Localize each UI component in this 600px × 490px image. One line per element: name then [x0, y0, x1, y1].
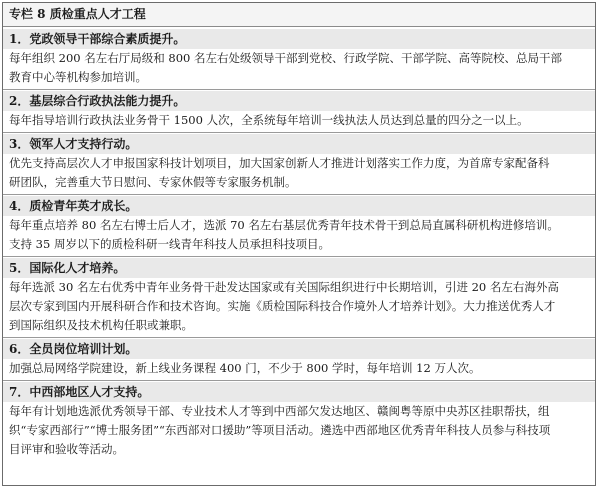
section-7-line-1: 每年有计划地选派优秀领导干部、专业技术人才等到中西部欠发达地区、赣闽粤等原中央苏区挂职帮扶，组 [3, 402, 595, 421]
section-5-line-3: 到国际组织及技术机构任职或兼职。 [3, 316, 595, 335]
section-5-line-1: 每年选派 30 名左右优秀中青年业务骨干赴发达国家或有关国际组织进行中长期培训，引进 20 名左右海外高 [3, 278, 595, 297]
section-7-line-3: 目评审和验收等活动。 [3, 440, 595, 459]
section-2-line-1: 每年指导培训行政执法业务骨干 1500 人次，全系统每年培训一线执法人员达到总量的四分之一以上。 [3, 111, 595, 130]
section-4-line-1: 每年重点培养 80 名左右博士后人才，选派 70 名左右基层优秀青年技术骨干到总局直属科研机构进修培训。 [3, 216, 595, 235]
section-1-line-1: 每年组织 200 名左右厅局级和 800 名左右处级领导干部到党校、行政学院、干部学院、高等院校、总局干部 [3, 49, 595, 68]
section-7-line-2: 织“专家西部行”“博士服务团”“东西部对口援助”等项目活动。遴选中西部地区优秀青年科技人员参与科技项 [3, 421, 595, 440]
section-7-heading: 7．中西部地区人才支持。 [3, 382, 595, 402]
divider [3, 256, 595, 257]
section-5-line-2: 层次专家到国内开展科研合作和技术咨询。实施《质检国际科技合作境外人才培养计划》。大力推送优秀人才 [3, 297, 595, 316]
divider [3, 89, 595, 90]
section-2-heading: 2．基层综合行政执法能力提升。 [3, 91, 595, 111]
section-4-heading: 4．质检青年英才成长。 [3, 196, 595, 216]
section-4-line-2: 支持 35 周岁以下的质检科研一线青年科技人员承担科技项目。 [3, 235, 595, 254]
section-6-line-1: 加强总局网络学院建设，新上线业务课程 400 门，不少于 800 学时，每年培训 12 万人次。 [3, 359, 595, 378]
divider [3, 337, 595, 338]
section-3-line-1: 优先支持高层次人才申报国家科技计划项目，加大国家创新人才推进计划落实工作力度，为首席专家配备科 [3, 154, 595, 173]
divider [3, 132, 595, 133]
section-6-heading: 6．全员岗位培训计划。 [3, 339, 595, 359]
divider [3, 380, 595, 381]
section-3-heading: 3．领军人才支持行动。 [3, 134, 595, 154]
section-3-line-2: 研团队，完善重大节日慰问、专家休假等专家服务机制。 [3, 173, 595, 192]
section-1-line-2: 教育中心等机构参加培训。 [3, 68, 595, 87]
box-title: 专栏 8 质检重点人才工程 [3, 3, 595, 27]
section-1-heading: 1．党政领导干部综合素质提升。 [3, 29, 595, 49]
section-5-heading: 5．国际化人才培养。 [3, 258, 595, 278]
feature-box [2, 2, 596, 486]
divider [3, 194, 595, 195]
